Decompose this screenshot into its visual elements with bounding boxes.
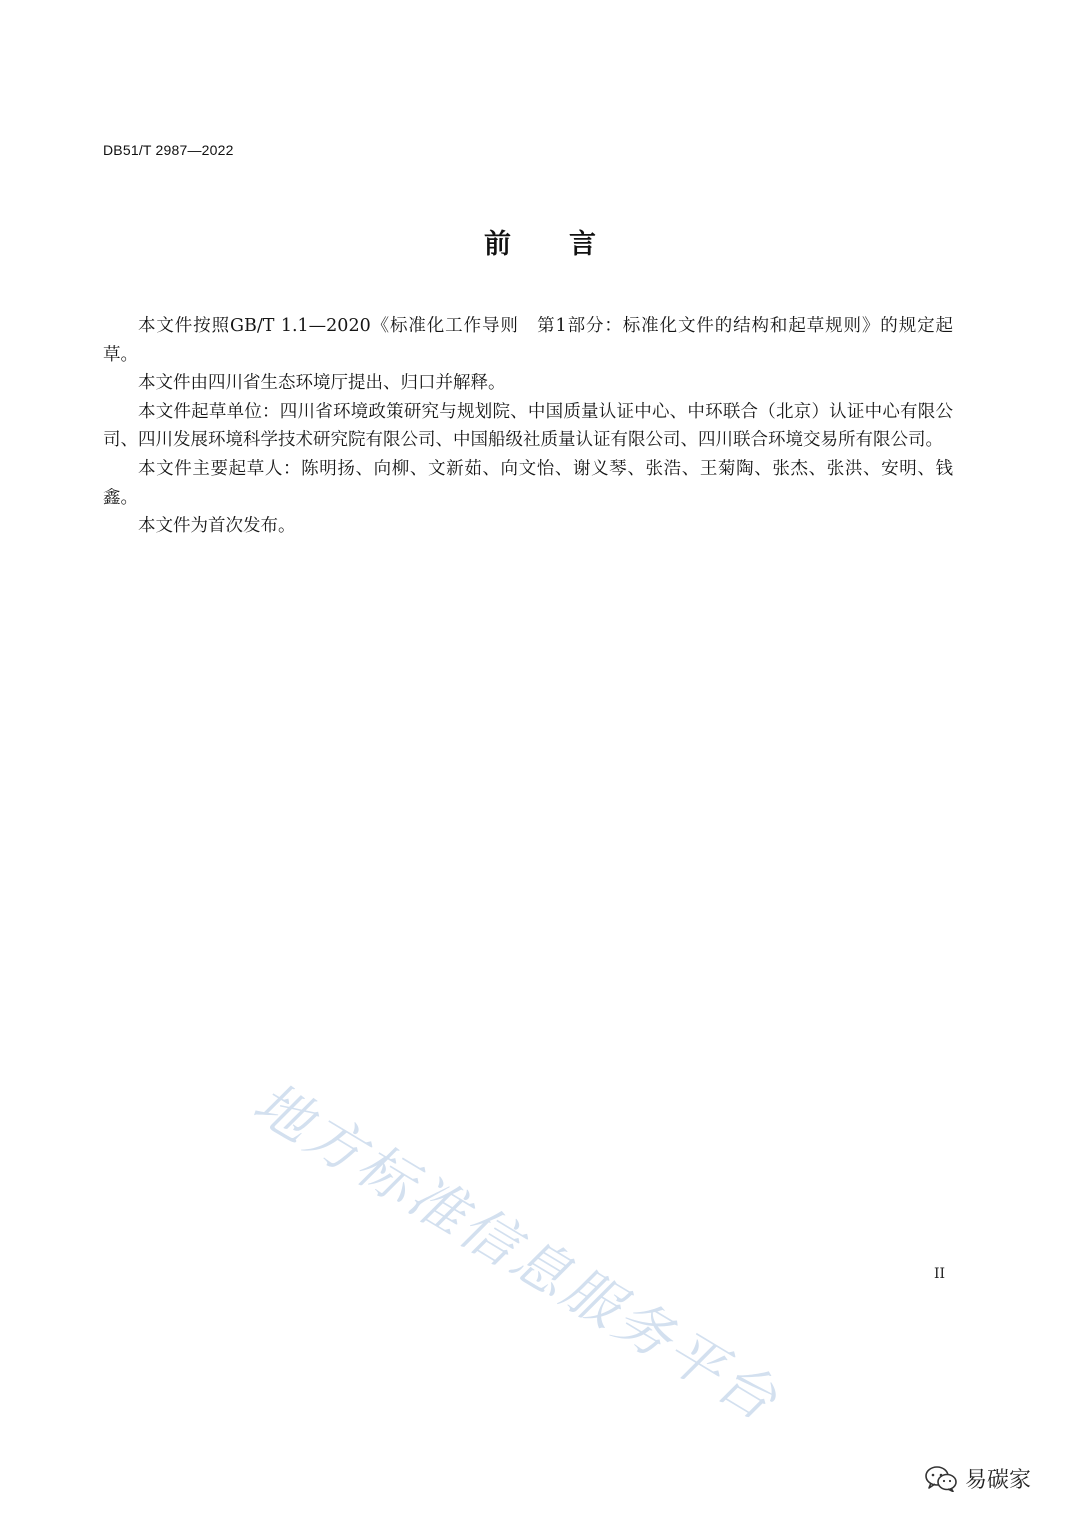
- preface-body: [103, 312, 953, 541]
- page-title: 前言: [484, 229, 654, 260]
- brand-badge: [925, 1463, 1031, 1494]
- document-code: DB51/T 2987—2022: [103, 142, 234, 158]
- paragraph-proposer: 本文件由四川省生态环境厅提出、归口并解释。: [138, 373, 506, 394]
- paragraph-drafters: 本文件主要起草人：陈明扬、向柳、文新茹、向文怡、谢义琴、张浩、王菊陶、张杰、张洪、安明、钱鑫。: [103, 458, 953, 508]
- wechat-icon: [925, 1466, 957, 1492]
- paragraph-first-release: 本文件为首次发布。: [138, 516, 296, 537]
- brand-label: 易碳家: [965, 1468, 1032, 1493]
- paragraph-drafting-units: 本文件起草单位：四川省环境政策研究与规划院、中国质量认证中心、中环联合（北京）认证中心有限公司、四川发展环境科学技术研究院有限公司、中国船级社质量认证有限公司、四川联合环境交易所有限公司。: [103, 401, 953, 451]
- paragraph-drafting-rules: 本文件按照GB/T 1.1—2020《标准化工作导则 第1部分：标准化文件的结构和起草规则》的规定起草。: [103, 316, 953, 365]
- page-number: II: [934, 1266, 946, 1282]
- watermark: 地方标准信息服务平台: [242, 1070, 791, 1436]
